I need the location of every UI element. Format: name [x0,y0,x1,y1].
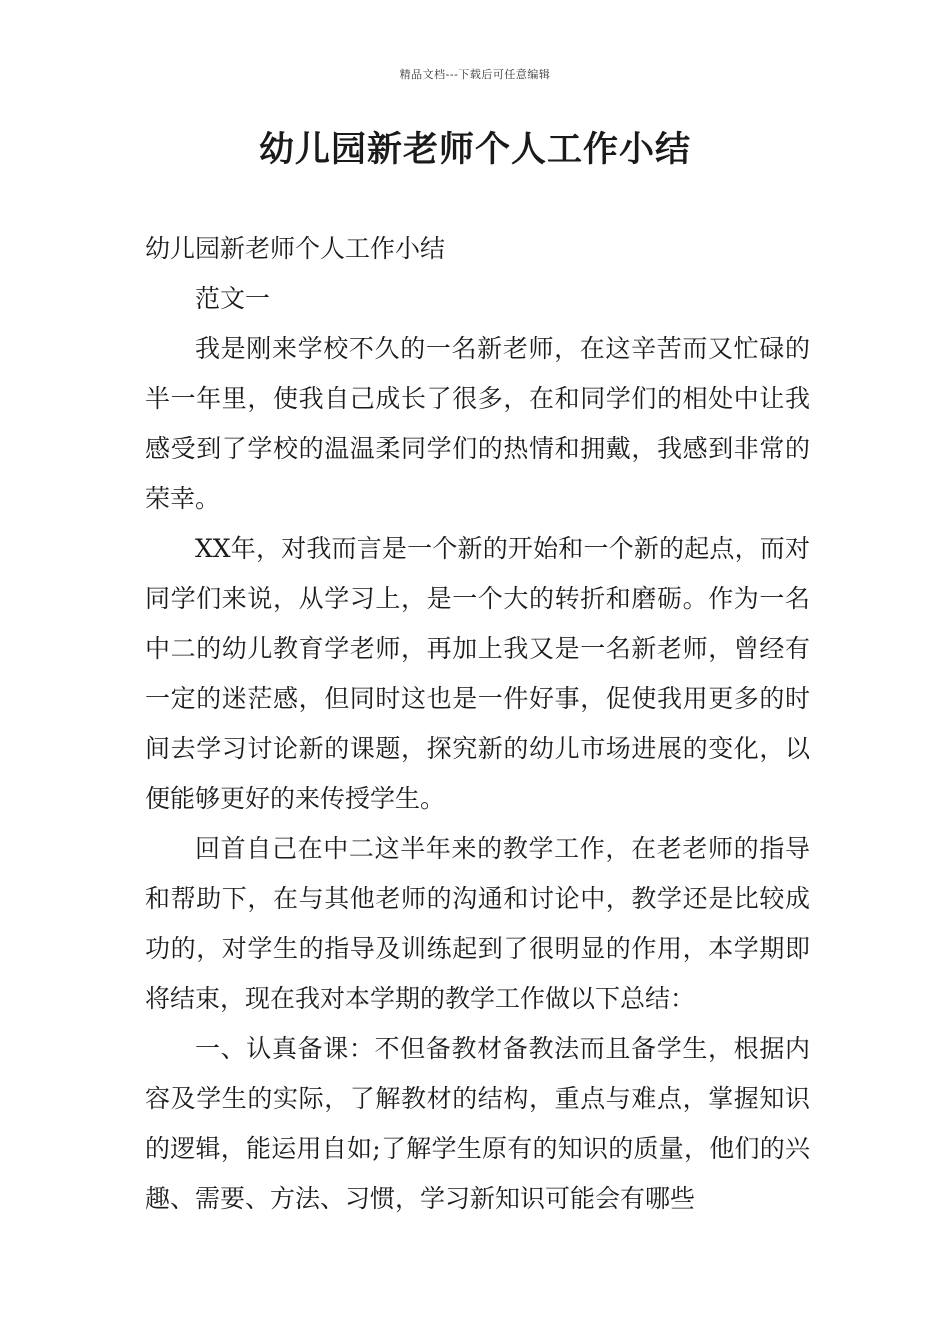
header-note: 精品文档---下载后可任意编辑 [399,68,551,81]
body-paragraph: 一、认真备课：不但备教材备教法而且备学生，根据内容及学生的实际，了解教材的结构，重点与难点，掌握知识的逻辑，能运用自如;了解学生原有的知识的质量，他们的兴趣、需要、方法、习惯，学习新知识可能会有哪些 [145,1034,810,1213]
body-paragraph: XX年，对我而言是一个新的开始和一个新的起点，而对同学们来说，从学习上，是一个大的转折和磨砺。作为一名中二的幼儿教育学老师，再加上我又是一名新老师，曾经有一定的迷茫感，但同时这也是一件好事，促使我用更多的时间去学习讨论新的课题，探究新的幼儿市场进展的变化，以便能够更好的来传授学生。 [145,534,810,813]
document-title: 幼儿园新老师个人工作小结 [258,129,691,170]
body-paragraph: 回首自己在中二这半年来的教学工作，在老老师的指导和帮助下，在与其他老师的沟通和讨论中，教学还是比较成功的，对学生的指导及训练起到了很明显的作用，本学期即将结束，现在我对本学期的教学工作做以下总结： [145,834,810,1013]
section-label: 范文一 [195,284,271,313]
subtitle-paragraph: 幼儿园新老师个人工作小结 [145,234,446,263]
document-body [145,224,810,1224]
body-paragraph: 我是刚来学校不久的一名新老师，在这辛苦而又忙碌的半一年里，使我自己成长了很多，在和同学们的相处中让我感受到了学校的温温柔同学们的热情和拥戴，我感到非常的荣幸。 [145,334,810,513]
